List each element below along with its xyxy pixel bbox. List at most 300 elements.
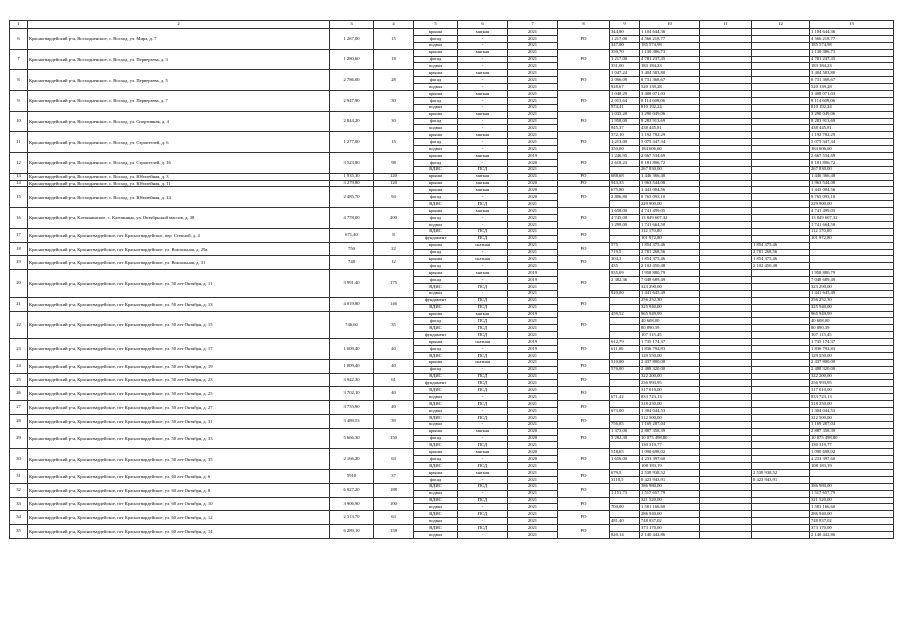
cost-cell: 2 667 534,69 <box>640 153 700 160</box>
col-11-cell <box>700 318 752 325</box>
total-cell: 1 963 544,08 <box>810 180 894 187</box>
operator-cell: РО <box>558 153 610 174</box>
col-11-cell <box>700 290 752 297</box>
material-cell: - <box>458 421 508 428</box>
row-number: 16 <box>10 208 28 229</box>
row-number: 15 <box>10 187 28 208</box>
residents-cell: 40 <box>374 339 414 360</box>
col-11-cell <box>700 208 752 215</box>
table-row <box>10 270 894 277</box>
material-cell: ПСД <box>458 387 508 394</box>
year-cell: 2020 <box>508 194 558 201</box>
volume-cell: 688,68 <box>610 173 640 180</box>
col-12-cell <box>752 483 810 490</box>
col-12-cell <box>752 125 810 132</box>
volume-cell <box>610 380 640 387</box>
column-header: 10 <box>640 21 700 29</box>
address-cell: Красногвардейский р-н, Восходненское, с. Восход, ул. Юбилейная, д. 3 <box>28 173 330 180</box>
material-cell: ПСД <box>458 463 508 470</box>
operator-cell: РО <box>558 91 610 112</box>
year-cell: 2021 <box>508 42 558 49</box>
cost-cell: 229 900,00 <box>640 201 700 208</box>
area-cell: 2 786,00 <box>330 70 374 91</box>
operator-cell: РО <box>558 511 610 525</box>
volume-cell: 575 <box>610 242 640 249</box>
col-11-cell <box>700 359 752 366</box>
operator-cell: РО <box>558 228 610 242</box>
work-type-cell: фасад <box>414 263 458 270</box>
material-cell: ПСД <box>458 352 508 359</box>
address-cell: Красногвардейский р-н, Восходненское, с. Восход, ул. Юбилейная, д. 14 <box>28 187 330 208</box>
cost-cell: 8 114 609,06 <box>640 97 700 104</box>
work-type-cell: подвал <box>414 518 458 525</box>
year-cell: 2019 <box>508 277 558 284</box>
col-12-cell <box>752 277 810 284</box>
material-cell: - <box>458 84 508 91</box>
col-11-cell <box>700 173 752 180</box>
table-row <box>10 497 894 504</box>
year-cell: 2021 <box>508 359 558 366</box>
cost-cell: 4 233 397,60 <box>640 456 700 463</box>
total-cell: 1 090 698,02 <box>810 449 894 456</box>
year-cell: 2021 <box>508 63 558 70</box>
work-type-cell: фасад <box>414 366 458 373</box>
row-number: 28 <box>10 414 28 428</box>
work-type-cell: ВДИС <box>414 166 458 173</box>
year-cell: 2021 <box>508 470 558 477</box>
column-header: 12 <box>752 21 810 29</box>
work-type-cell: крыша <box>414 449 458 456</box>
col-12-cell <box>752 228 810 235</box>
cost-cell: 1 443 004,56 <box>640 187 700 194</box>
total-cell: 8 765 093,10 <box>810 194 894 201</box>
material-cell: - <box>458 139 508 146</box>
cost-cell: 4 741 499,05 <box>640 208 700 215</box>
total-cell: 965 949,99 <box>810 311 894 318</box>
col-12-cell <box>752 187 810 194</box>
material-cell: - <box>458 263 508 270</box>
col-12-cell <box>752 42 810 49</box>
col-12-cell <box>752 63 810 70</box>
col-11-cell <box>700 532 752 539</box>
table-row <box>10 428 894 435</box>
year-cell: 2021 <box>508 380 558 387</box>
cost-cell: 2 488 320,00 <box>640 366 700 373</box>
col-12-cell: 2 539 938,52 <box>752 470 810 477</box>
volume-cell: 719,5 <box>610 249 640 256</box>
material-cell: - <box>458 125 508 132</box>
volume-cell: 1 658,00 <box>610 208 640 215</box>
capital-repair-table <box>9 20 894 539</box>
col-12-cell <box>752 97 810 104</box>
work-type-cell: крыша <box>414 132 458 139</box>
row-number: 18 <box>10 242 28 256</box>
col-11-cell <box>700 449 752 456</box>
year-cell: 2020 <box>508 428 558 435</box>
col-11-cell <box>700 56 752 63</box>
col-12-cell <box>752 180 810 187</box>
col-12-cell <box>752 173 810 180</box>
row-number: 21 <box>10 297 28 311</box>
total-cell: 130 319,77 <box>810 442 894 449</box>
cost-cell: 130 319,77 <box>640 442 700 449</box>
material-cell: мягкая <box>458 311 508 318</box>
col-12-cell <box>752 407 810 414</box>
row-number: 29 <box>10 428 28 449</box>
total-cell <box>810 256 894 263</box>
row-number: 6 <box>10 29 28 50</box>
operator-cell: РО <box>558 483 610 497</box>
address-cell: Красногвардейский р-н, Восходненское, с. Восход, ул. Юбилейная, д. 11 <box>28 180 330 187</box>
work-type-cell: ВДИС <box>414 511 458 518</box>
material-cell: мягкая <box>458 208 508 215</box>
total-cell: 1 443 004,56 <box>810 187 894 194</box>
operator-cell: РО <box>558 359 610 373</box>
year-cell: 2021 <box>508 132 558 139</box>
volume-cell <box>610 373 640 380</box>
col-11-cell <box>700 139 752 146</box>
address-cell: Красногвардейский р-н, Красногвардейское, пгт Красногвардейское, ул. 60 лет Октября, д. 10 <box>28 497 330 511</box>
total-cell: 2 140 442,86 <box>810 532 894 539</box>
operator-cell: РО <box>558 373 610 387</box>
year-cell: 2021 <box>508 497 558 504</box>
work-type-cell: фасад <box>414 345 458 352</box>
work-type-cell: подвал <box>414 63 458 70</box>
col-11-cell <box>700 332 752 339</box>
area-cell: 671,40 <box>330 228 374 242</box>
operator-cell: РО <box>558 111 610 132</box>
col-12-cell <box>752 435 810 442</box>
year-cell: 2021 <box>508 242 558 249</box>
col-12-cell <box>752 91 810 98</box>
material-cell: мягкая <box>458 180 508 187</box>
col-11-cell <box>700 118 752 125</box>
residents-cell: 158 <box>374 525 414 539</box>
volume-cell <box>610 228 640 235</box>
col-11-cell <box>700 435 752 442</box>
work-type-cell: крыша <box>414 91 458 98</box>
year-cell: 2020 <box>508 435 558 442</box>
cost-cell: 108 183,19 <box>640 463 700 470</box>
volume-cell: 1 958,00 <box>610 118 640 125</box>
cost-cell: 8 423 943,91 <box>640 476 700 483</box>
area-cell: 6 927,20 <box>330 483 374 497</box>
area-cell: 3 755,90 <box>330 401 374 415</box>
table-row <box>10 70 894 77</box>
column-header: 4 <box>374 21 414 29</box>
work-type-cell: крыша <box>414 208 458 215</box>
material-cell: - <box>458 366 508 373</box>
operator-cell: РО <box>558 132 610 153</box>
total-cell: 1 581 166,60 <box>810 504 894 511</box>
col-11-cell <box>700 414 752 421</box>
col-12-cell: 2 102 450,48 <box>752 263 810 270</box>
volume-cell: 459,52 <box>610 311 640 318</box>
table-row <box>10 153 894 160</box>
address-cell: Красногвардейский р-н, Красногвардейское, пгт Красногвардейское, ул. 50 лет Октября, д. 17 <box>28 339 330 360</box>
col-11-cell <box>700 270 752 277</box>
material-cell: ПСД <box>458 283 508 290</box>
col-11-cell <box>700 428 752 435</box>
col-11-cell <box>700 263 752 270</box>
material-cell: - <box>458 146 508 153</box>
operator-cell: РО <box>558 270 610 298</box>
work-type-cell: фасад <box>414 277 458 284</box>
volume-cell: 700,00 <box>610 504 640 511</box>
table-row <box>10 187 894 194</box>
work-type-cell: подвал <box>414 221 458 228</box>
material-cell: - <box>458 518 508 525</box>
year-cell: 2021 <box>508 297 558 304</box>
material-cell: ПСД <box>458 166 508 173</box>
total-cell <box>810 263 894 270</box>
total-cell: 317 010,00 <box>810 387 894 394</box>
cost-cell: 40 608,00 <box>640 318 700 325</box>
material-cell: мягкая <box>458 470 508 477</box>
table-row <box>10 359 894 366</box>
row-number: 14 <box>10 180 28 187</box>
col-11-cell <box>700 42 752 49</box>
cost-cell: 8 765 093,10 <box>640 194 700 201</box>
col-12-cell <box>752 359 810 366</box>
col-12-cell <box>752 352 810 359</box>
volume-cell: 2 806,80 <box>610 194 640 201</box>
cost-cell: 267 830,00 <box>640 166 700 173</box>
material-cell: - <box>458 290 508 297</box>
volume-cell: 1 246,95 <box>610 153 640 160</box>
operator-cell: РО <box>558 187 610 208</box>
col-12-cell <box>752 70 810 77</box>
year-cell: 2019 <box>508 153 558 160</box>
cost-cell: 5 075 347,34 <box>640 139 700 146</box>
material-cell: - <box>458 277 508 284</box>
col-12-cell <box>752 511 810 518</box>
volume-cell: 372,10 <box>610 132 640 139</box>
row-number: 26 <box>10 387 28 401</box>
col-12-cell <box>752 456 810 463</box>
col-11-cell <box>700 373 752 380</box>
total-cell: 321 520,00 <box>810 497 894 504</box>
cost-cell: 2 781 268,56 <box>640 249 700 256</box>
year-cell: 2021 <box>508 56 558 63</box>
row-number: 30 <box>10 449 28 470</box>
address-cell: Красногвардейский р-н, Восходненское, с. Восход, ул. Спортивная, д. 4 <box>28 111 330 132</box>
total-cell: 4 566 218,77 <box>810 35 894 42</box>
material-cell: - <box>458 215 508 222</box>
operator-cell: РО <box>558 297 610 311</box>
col-11-cell <box>700 456 752 463</box>
total-cell: 1 958 880,79 <box>810 270 894 277</box>
total-cell: 8 181 806,72 <box>810 159 894 166</box>
material-cell: ПСД <box>458 373 508 380</box>
year-cell: 2020 <box>508 159 558 166</box>
residents-cell: 40 <box>374 359 414 373</box>
address-cell: Красногвардейский р-н, Красногвардейское, пгт Красногвардейское, ул. 50 лет Октября, д. 23 <box>28 373 330 387</box>
work-type-cell: крыша <box>414 111 458 118</box>
work-type-cell: крыша <box>414 470 458 477</box>
work-type-cell: подвал <box>414 394 458 401</box>
cost-cell: 1 090 698,02 <box>640 449 700 456</box>
col-12-cell <box>752 373 810 380</box>
col-11-cell <box>700 366 752 373</box>
residents-cell: 188 <box>374 483 414 497</box>
material-cell: ПСД <box>458 228 508 235</box>
work-type-cell: ВДИС <box>414 401 458 408</box>
residents-cell: 37 <box>374 470 414 484</box>
year-cell: 2021 <box>508 173 558 180</box>
total-cell: 256 252,30 <box>810 297 894 304</box>
residents-cell: 12 <box>374 256 414 270</box>
residents-cell: 150 <box>374 428 414 449</box>
year-cell: 2019 <box>508 339 558 346</box>
year-cell: 2021 <box>508 442 558 449</box>
col-11-cell <box>700 49 752 56</box>
col-11-cell <box>700 35 752 42</box>
operator-cell: РО <box>558 242 610 256</box>
material-cell: - <box>458 42 508 49</box>
operator-cell: РО <box>558 525 610 539</box>
row-number: 13 <box>10 173 28 180</box>
material-cell: - <box>458 345 508 352</box>
work-type-cell: ВДИС <box>414 373 458 380</box>
year-cell: 2021 <box>508 387 558 394</box>
volume-cell: 350,00 <box>610 146 640 153</box>
address-cell: Красногвардейский р-н, Красногвардейское, пгт Красногвардейское, ул. 60 лет Октября, д. 6 <box>28 470 330 484</box>
cost-cell: 80 890,39 <box>640 325 700 332</box>
year-cell: 2021 <box>508 463 558 470</box>
cost-cell: 373 170,00 <box>640 525 700 532</box>
total-cell: 2 437 800,00 <box>810 359 894 366</box>
total-cell: 8 283 913,69 <box>810 118 894 125</box>
address-cell: Красногвардейский р-н, Красногвардейское, пгт Красногвардейское, ул. 50 лет Октября, д. 35 <box>28 449 330 470</box>
material-cell: ПСД <box>458 380 508 387</box>
col-12-cell <box>752 504 810 511</box>
total-cell: 1 735 174,37 <box>810 339 894 346</box>
volume-cell <box>610 483 640 490</box>
col-11-cell <box>700 215 752 222</box>
cost-cell: 286 940,00 <box>640 511 700 518</box>
table-row <box>10 525 894 532</box>
area-cell: 746,60 <box>330 311 374 339</box>
col-11-cell <box>700 63 752 70</box>
volume-cell: 820,14 <box>610 532 640 539</box>
year-cell: 2021 <box>508 263 558 270</box>
residents-cell: 40 <box>374 401 414 415</box>
material-cell: ПСД <box>458 497 508 504</box>
cost-cell: 13 849 607,32 <box>640 215 700 222</box>
col-11-cell <box>700 159 752 166</box>
volume-cell: 344,80 <box>610 29 640 36</box>
total-cell: 229 900,00 <box>810 201 894 208</box>
work-type-cell: фасад <box>414 159 458 166</box>
col-11-cell <box>700 277 752 284</box>
row-number: 10 <box>10 111 28 132</box>
work-type-cell: фасад <box>414 56 458 63</box>
cost-cell: 3 404 583,80 <box>640 70 700 77</box>
col-11-cell <box>700 483 752 490</box>
total-cell: 101 972,80 <box>810 235 894 242</box>
address-cell: Красногвардейский р-н, Красногвардейское, пгт Красногвардейское, ул. 60 лет Октября, д. 14 <box>28 525 330 539</box>
total-cell <box>810 242 894 249</box>
material-cell: ПСД <box>458 201 508 208</box>
residents-cell: 39 <box>374 414 414 428</box>
cost-cell: 318 250,00 <box>640 401 700 408</box>
address-cell: Красногвардейский р-н, Восходненское, с. Восход, ул. Строителей, д. 16 <box>28 153 330 174</box>
row-number: 33 <box>10 497 28 511</box>
year-cell: 2021 <box>508 332 558 339</box>
col-12-cell <box>752 525 810 532</box>
address-cell: Красногвардейский р-н, Красногвардейское, пгт Красногвардейское, ул. 50 лет Октября, д. 13 <box>28 297 330 311</box>
cost-cell: 2 887 358,39 <box>640 428 700 435</box>
address-cell: Красногвардейский р-н, Красногвардейское, пгт Красногвардейское, ул. 50 лет Октября, д. 19 <box>28 359 330 373</box>
year-cell: 2021 <box>508 221 558 228</box>
col-12-cell <box>752 449 810 456</box>
volume-cell: 974,41 <box>610 104 640 111</box>
total-cell: 373 170,00 <box>810 525 894 532</box>
volume-cell: 611,00 <box>610 345 640 352</box>
total-cell: 810 192,24 <box>810 104 894 111</box>
total-cell: 1 836 792,83 <box>810 345 894 352</box>
col-11-cell <box>700 504 752 511</box>
volume-cell <box>610 166 640 173</box>
address-cell: Красногвардейский р-н, Восходненское, с. Восход, ул. Строителей, д. 6 <box>28 132 330 153</box>
volume-cell: 943,35 <box>610 180 640 187</box>
volume-cell <box>610 525 640 532</box>
year-cell: 2021 <box>508 49 558 56</box>
material-cell: - <box>458 249 508 256</box>
area-cell: 1 277,00 <box>330 132 374 153</box>
volume-cell: 351,00 <box>610 63 640 70</box>
col-11-cell <box>700 470 752 477</box>
cost-cell: 185 574,98 <box>640 42 700 49</box>
column-header: 11 <box>700 21 752 29</box>
year-cell: 2021 <box>508 35 558 42</box>
cost-cell: 256 252,30 <box>640 297 700 304</box>
column-header: 3 <box>330 21 374 29</box>
col-11-cell <box>700 339 752 346</box>
table-row <box>10 29 894 36</box>
col-12-cell <box>752 497 810 504</box>
volume-cell: 3 282,30 <box>610 435 640 442</box>
area-cell: 748 <box>330 256 374 270</box>
work-type-cell: ВДИС <box>414 483 458 490</box>
col-12-cell <box>752 304 810 311</box>
area-cell: 4 019,80 <box>330 297 374 311</box>
work-type-cell: фасад <box>414 249 458 256</box>
volume-cell: 350,70 <box>610 49 640 56</box>
address-cell: Красногвардейский р-н, Клепининское, с. Клепинино, ул. Октябрьской массив, д. 38 <box>28 208 330 229</box>
year-cell: 2021 <box>508 70 558 77</box>
year-cell: 2021 <box>508 525 558 532</box>
total-cell: 1 446 366,40 <box>810 173 894 180</box>
residents-cell: 175 <box>374 270 414 298</box>
col-11-cell <box>700 111 752 118</box>
col-12-cell <box>752 153 810 160</box>
work-type-cell: подвал <box>414 504 458 511</box>
total-cell: 184 606,60 <box>810 146 894 153</box>
area-cell: 3 702,10 <box>330 387 374 401</box>
col-12-cell <box>752 215 810 222</box>
work-type-cell: крыша <box>414 187 458 194</box>
year-cell: 2021 <box>508 249 558 256</box>
col-11-cell <box>700 476 752 483</box>
work-type-cell: фасад <box>414 215 458 222</box>
residents-cell: 94 <box>374 187 414 208</box>
cost-cell: 4 781 237,35 <box>640 56 700 63</box>
material-cell: мягкая <box>458 449 508 456</box>
volume-cell: 518,65 <box>610 449 640 456</box>
total-cell: 1 304 044,53 <box>810 407 894 414</box>
